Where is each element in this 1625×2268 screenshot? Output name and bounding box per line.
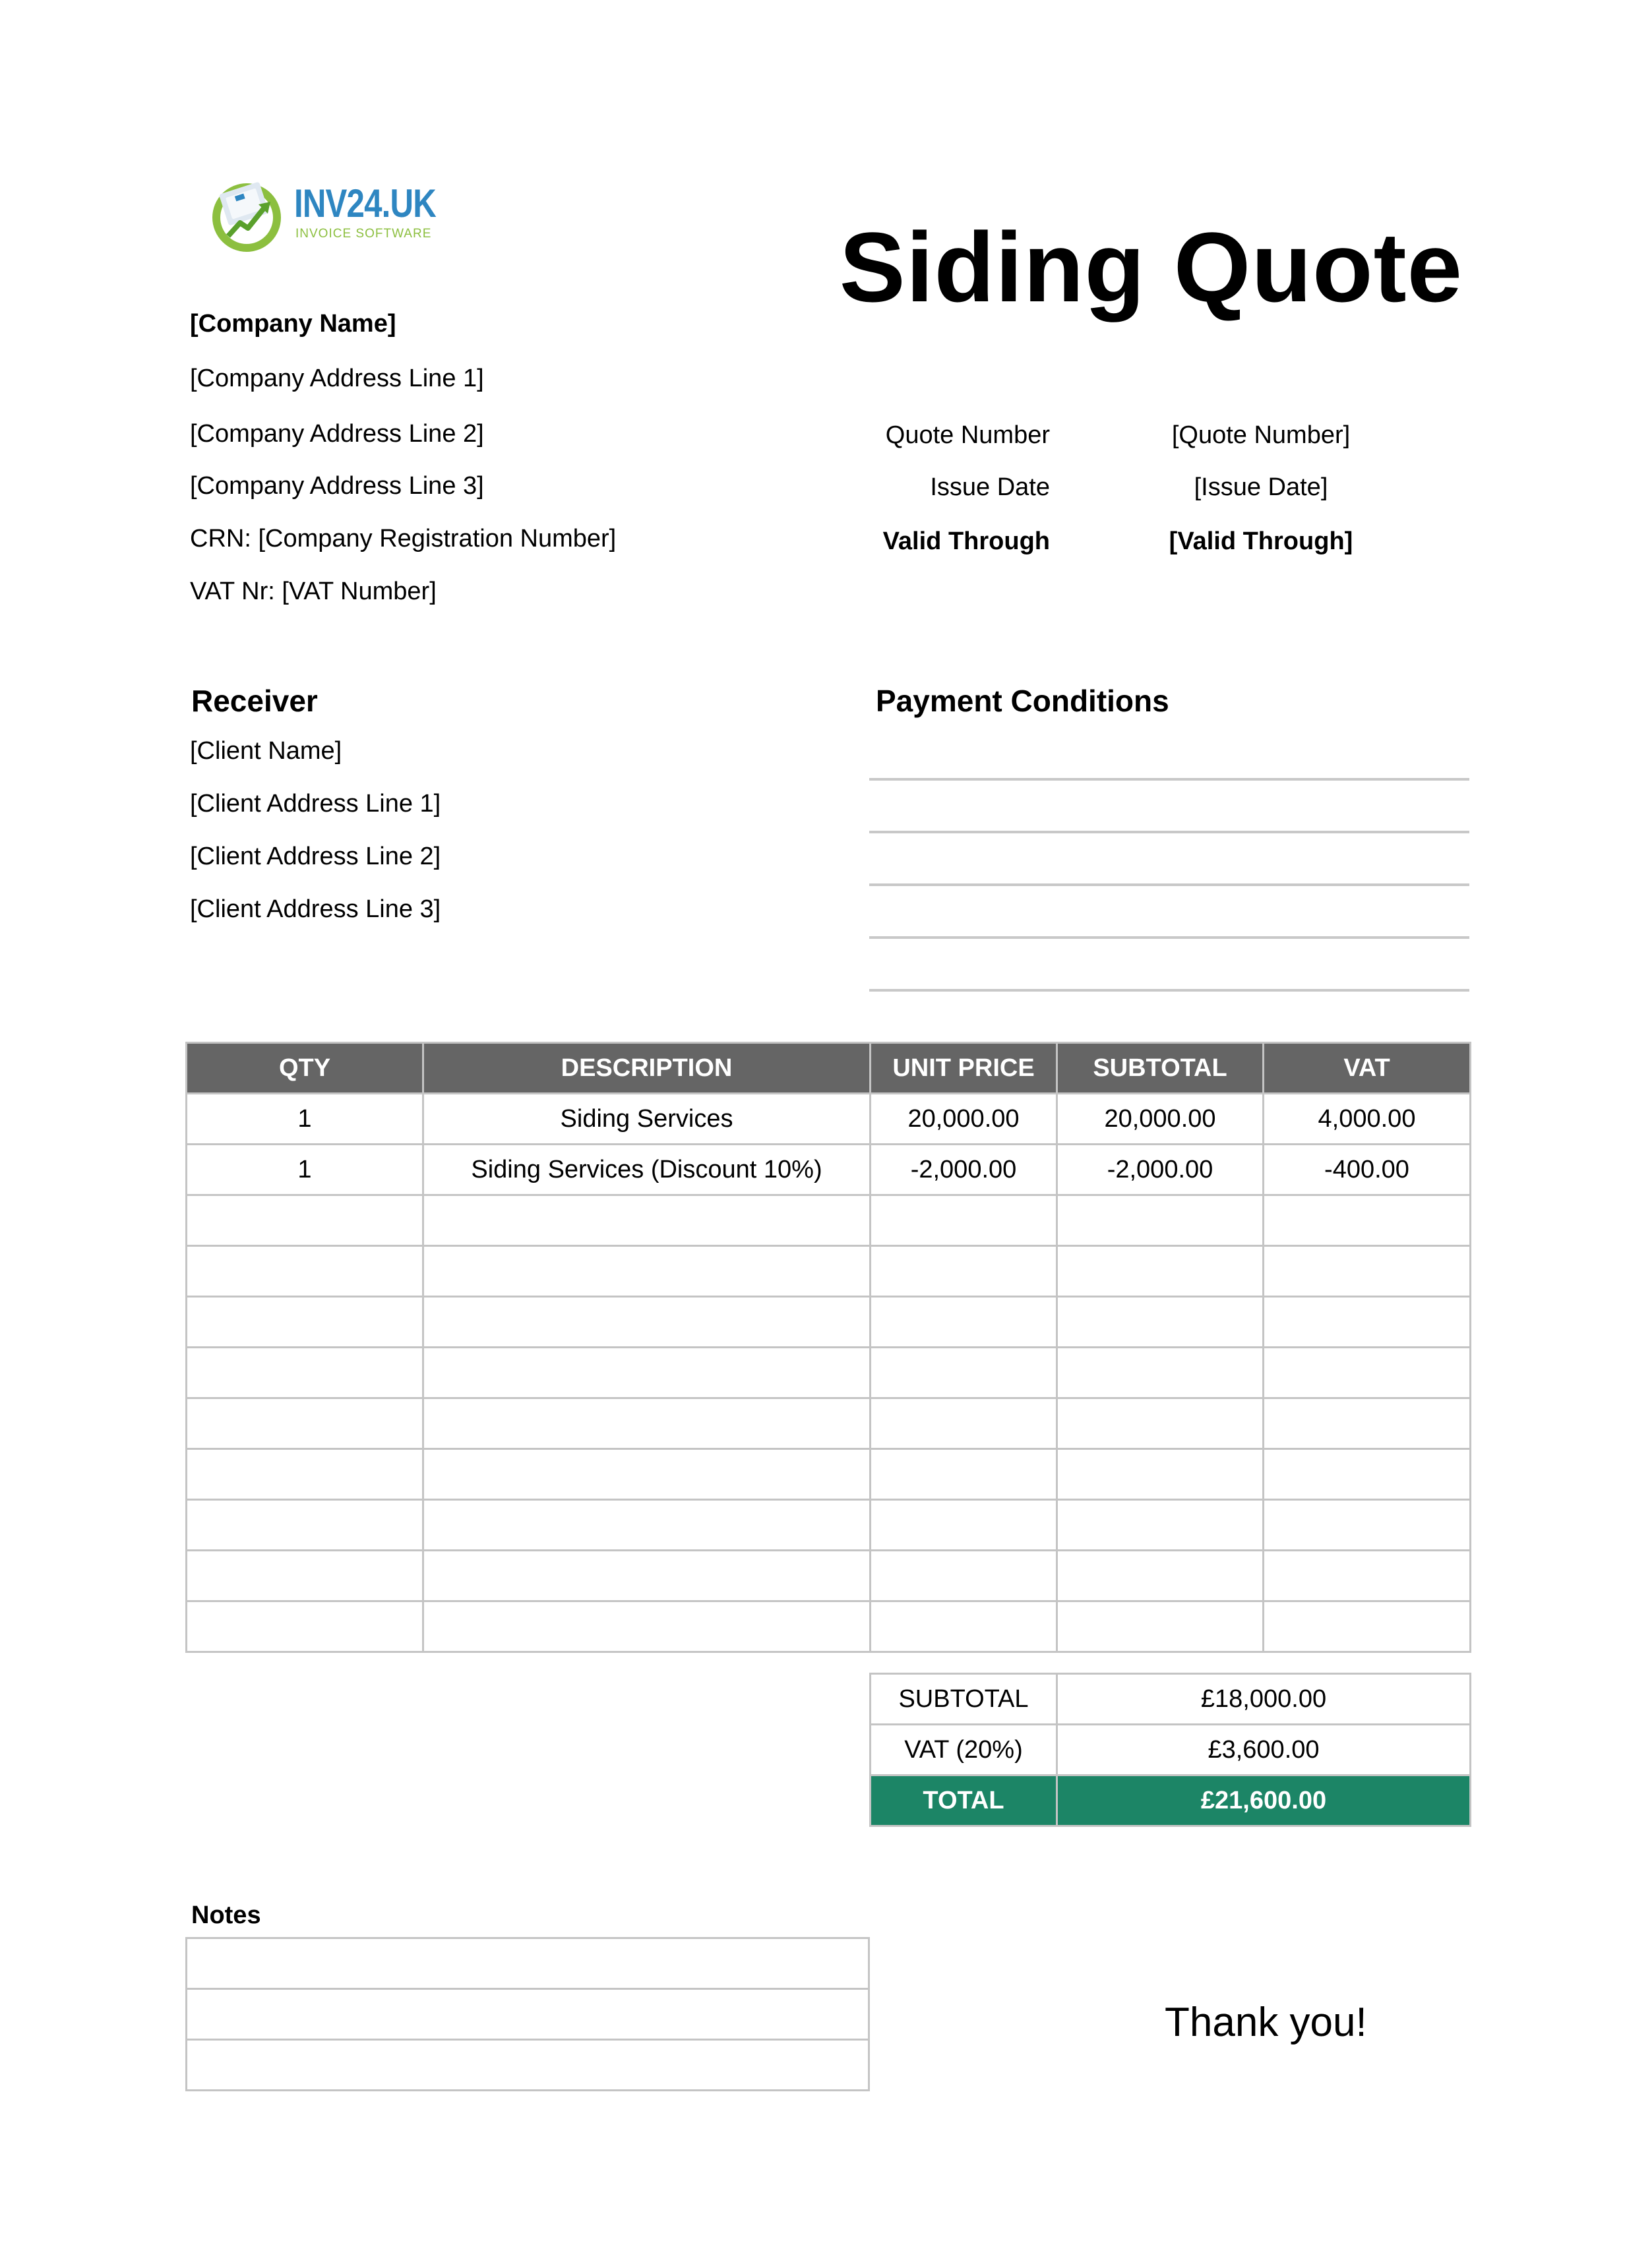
unit-price-cell <box>871 1551 1057 1601</box>
payment-conditions-line <box>869 936 1469 939</box>
logo-brand-text: INV24.UK <box>294 181 436 225</box>
vat-cell <box>1264 1500 1471 1551</box>
quote-number-label: Quote Number <box>885 421 1050 449</box>
client-address-line-1: [Client Address Line 1] <box>190 790 441 818</box>
table-row <box>187 1195 1471 1246</box>
company-vat-number: VAT Nr: [VAT Number] <box>190 578 437 605</box>
description-cell <box>423 1398 871 1449</box>
subtotal-cell <box>1057 1551 1264 1601</box>
unit-price-cell <box>871 1449 1057 1500</box>
total-row <box>871 1776 1471 1826</box>
notes-line <box>187 1989 869 2040</box>
chart-arrow-icon <box>208 175 288 254</box>
table-row <box>187 1601 1471 1652</box>
vat-column-header: VAT <box>1264 1043 1471 1094</box>
description-cell <box>423 1551 871 1601</box>
company-name: [Company Name] <box>190 310 396 338</box>
thank-you-text: Thank you! <box>1165 2000 1367 2045</box>
notes-line <box>187 2040 869 2091</box>
company-crn: CRN: [Company Registration Number] <box>190 525 617 552</box>
notes-line <box>187 1938 869 1989</box>
client-address-line-3: [Client Address Line 3] <box>190 895 441 923</box>
notes-heading: Notes <box>191 1901 261 1929</box>
qty-cell <box>187 1195 423 1246</box>
logo-tagline: INVOICE SOFTWARE <box>295 227 432 241</box>
subtotal-value: £18,000.00 <box>1057 1674 1471 1725</box>
qty-cell <box>187 1449 423 1500</box>
description-cell: Siding Services <box>423 1094 871 1145</box>
subtotal-column-header: SUBTOTAL <box>1057 1043 1264 1094</box>
qty-cell <box>187 1246 423 1297</box>
subtotal-cell <box>1057 1297 1264 1348</box>
description-cell <box>423 1500 871 1551</box>
vat-cell: -400.00 <box>1264 1145 1471 1195</box>
vat-cell <box>1264 1551 1471 1601</box>
vat-value: £3,600.00 <box>1057 1725 1471 1776</box>
vat-cell <box>1264 1348 1471 1398</box>
subtotal-cell <box>1057 1601 1264 1652</box>
table-row <box>187 1398 1471 1449</box>
unit-price-cell <box>871 1601 1057 1652</box>
qty-cell <box>187 1500 423 1551</box>
description-cell <box>423 1601 871 1652</box>
vat-label: VAT (20%) <box>871 1725 1057 1776</box>
subtotal-cell <box>1057 1246 1264 1297</box>
vat-cell <box>1264 1297 1471 1348</box>
subtotal-cell: 20,000.00 <box>1057 1094 1264 1145</box>
payment-conditions-heading: Payment Conditions <box>876 684 1169 718</box>
unit-price-column-header: UNIT PRICE <box>871 1043 1057 1094</box>
description-column-header: DESCRIPTION <box>423 1043 871 1094</box>
description-cell <box>423 1297 871 1348</box>
document-title: Siding Quote <box>839 212 1463 322</box>
subtotal-cell <box>1057 1348 1264 1398</box>
subtotal-cell <box>1057 1449 1264 1500</box>
payment-conditions-line <box>869 831 1469 833</box>
unit-price-cell <box>871 1500 1057 1551</box>
description-cell <box>423 1449 871 1500</box>
unit-price-cell <box>871 1195 1057 1246</box>
issue-date-value: [Issue Date] <box>1194 473 1328 501</box>
items-table <box>185 1042 1471 1653</box>
table-row <box>187 1449 1471 1500</box>
company-address-line-3: [Company Address Line 3] <box>190 472 484 500</box>
vat-cell <box>1264 1601 1471 1652</box>
notes-box <box>185 1937 870 2091</box>
totals-table <box>869 1673 1471 1827</box>
description-cell <box>423 1348 871 1398</box>
qty-cell <box>187 1551 423 1601</box>
receiver-heading: Receiver <box>191 684 318 718</box>
qty-cell: 1 <box>187 1094 423 1145</box>
vat-cell: 4,000.00 <box>1264 1094 1471 1145</box>
qty-column-header: QTY <box>187 1043 423 1094</box>
subtotal-cell <box>1057 1500 1264 1551</box>
table-row <box>187 1094 1471 1145</box>
vat-cell <box>1264 1195 1471 1246</box>
total-label: TOTAL <box>871 1776 1057 1826</box>
issue-date-label: Issue Date <box>930 473 1050 501</box>
description-cell <box>423 1246 871 1297</box>
description-cell <box>423 1195 871 1246</box>
valid-through-label: Valid Through <box>882 527 1050 555</box>
qty-cell <box>187 1398 423 1449</box>
subtotal-row <box>871 1674 1471 1725</box>
table-row <box>187 1551 1471 1601</box>
table-row <box>187 1348 1471 1398</box>
valid-through-value: [Valid Through] <box>1169 527 1353 555</box>
unit-price-cell <box>871 1398 1057 1449</box>
company-address-line-1: [Company Address Line 1] <box>190 365 484 392</box>
unit-price-cell: 20,000.00 <box>871 1094 1057 1145</box>
table-row <box>187 1500 1471 1551</box>
payment-conditions-line <box>869 883 1469 886</box>
payment-conditions-line <box>869 778 1469 781</box>
vat-cell <box>1264 1398 1471 1449</box>
subtotal-cell: -2,000.00 <box>1057 1145 1264 1195</box>
unit-price-cell <box>871 1348 1057 1398</box>
unit-price-cell: -2,000.00 <box>871 1145 1057 1195</box>
unit-price-cell <box>871 1246 1057 1297</box>
table-row <box>187 1145 1471 1195</box>
company-address-line-2: [Company Address Line 2] <box>190 420 484 448</box>
payment-conditions-line <box>869 989 1469 992</box>
description-cell: Siding Services (Discount 10%) <box>423 1145 871 1195</box>
quote-number-value: [Quote Number] <box>1171 421 1351 449</box>
company-logo <box>208 175 452 254</box>
items-header-row <box>187 1043 1471 1094</box>
vat-cell <box>1264 1449 1471 1500</box>
qty-cell <box>187 1297 423 1348</box>
qty-cell: 1 <box>187 1145 423 1195</box>
table-row <box>187 1297 1471 1348</box>
subtotal-cell <box>1057 1195 1264 1246</box>
vat-row <box>871 1725 1471 1776</box>
subtotal-label: SUBTOTAL <box>871 1674 1057 1725</box>
subtotal-cell <box>1057 1398 1264 1449</box>
client-address-line-2: [Client Address Line 2] <box>190 843 441 870</box>
client-name: [Client Name] <box>190 737 342 765</box>
qty-cell <box>187 1348 423 1398</box>
vat-cell <box>1264 1246 1471 1297</box>
qty-cell <box>187 1601 423 1652</box>
total-value: £21,600.00 <box>1057 1776 1471 1826</box>
unit-price-cell <box>871 1297 1057 1348</box>
table-row <box>187 1246 1471 1297</box>
